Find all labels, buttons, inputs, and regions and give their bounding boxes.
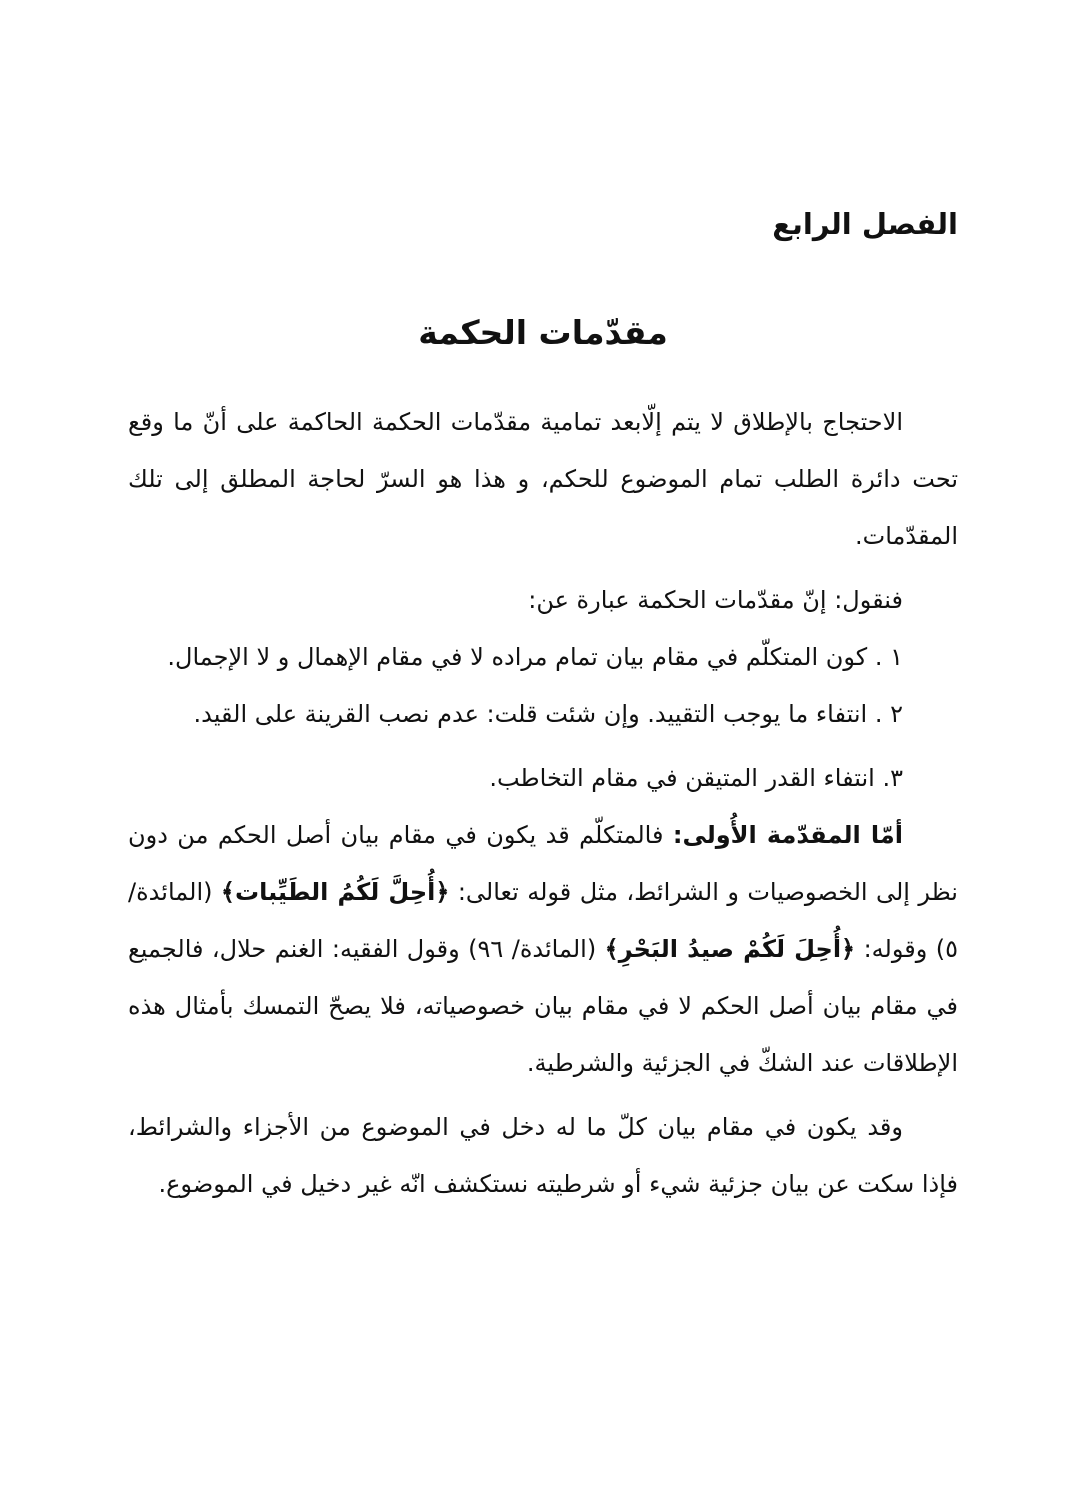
- paragraph-lead: فنقول: إنّ مقدّمات الحكمة عبارة عن:: [528, 586, 903, 614]
- chapter-label: الفصل الرابع: [772, 207, 958, 241]
- chapter-title: مقدّمات الحكمة: [418, 313, 668, 352]
- first-premise-text-3: (المائدة/ ٩٦) وقول الفقيه: الغنم حلال، فالجميع في مقام بيان أصل الحكم لا في مقام بيان خصوصياته، فلا يصحّ التمسك بأمثال هذه الإطلاقات عند الشكّ في الجزئية والشرطية.: [128, 935, 958, 1077]
- list-item-1: ١ . كون المتكلّم في مقام بيان تمام مراده لا في مقام الإهمال و لا الإجمال.: [167, 643, 903, 671]
- paragraph-last: وقد يكون في مقام بيان كلّ ما له دخل في الموضوع من الأجزاء والشرائط، فإذا سكت عن بيان جزئية شيء أو شرطيته نستكشف انّه غير دخيل في الموضوع.: [128, 1113, 958, 1198]
- first-premise-text-1: فالمتكلّم قد يكون في مقام بيان أصل الحكم من دون نظر إلى الخصوصيات و الشرائط، مثل قوله تعالى:: [128, 821, 958, 906]
- list-item-3: ٣. انتفاء القدر المتيقن في مقام التخاطب.: [489, 764, 903, 792]
- quran-quote-2: ﴿أُحِلَ لَكُمْ صيدُ البَحْرِ﴾: [604, 935, 856, 963]
- quran-quote-1: ﴿أُحِلَّ لَكُمُ الطَيِّبات﴾: [220, 878, 450, 906]
- paragraph-intro: الاحتجاج بالإطلاق لا يتم إلّابعد تمامية مقدّمات الحكمة الحاكمة على أنّ ما وقع تحت دائرة الطلب تمام الموضوع للحكم، و هذا هو السرّ لحاجة المطلق إلى تلك المقدّمات.: [128, 408, 958, 550]
- list-item-2: ٢ . انتفاء ما يوجب التقييد. وإن شئت قلت: عدم نصب القرينة على القيد.: [193, 700, 903, 728]
- paragraph-first-premise: [128, 807, 958, 1092]
- page-content: [128, 180, 958, 1213]
- first-premise-text-2: (المائدة/ ٥) وقوله:: [128, 878, 958, 963]
- first-premise-heading: أمّا المقدّمة الأُولى:: [672, 821, 904, 849]
